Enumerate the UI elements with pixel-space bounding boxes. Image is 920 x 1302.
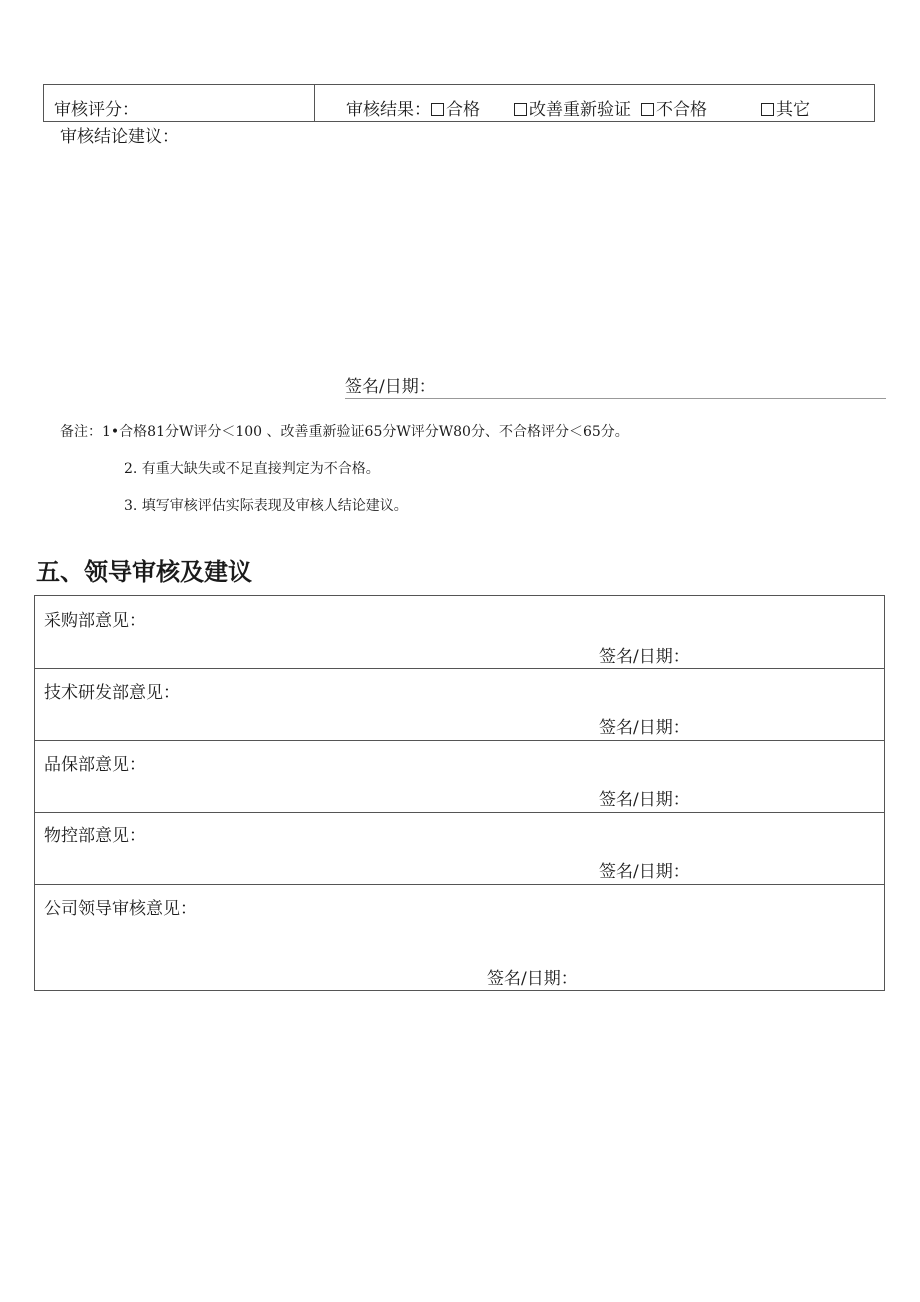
note-line-2: 2. 有重大缺失或不足直接判定为不合格。 [124,461,380,477]
checkbox-icon[interactable] [431,103,444,116]
audit-conclusion-label: 审核结论建议： [60,127,179,147]
opinion-label: 公司领导审核意见： [44,899,197,919]
signature-date-label[interactable]: 签名/日期： [599,862,690,882]
option-pass[interactable]: 合格 [431,99,480,121]
option-other[interactable]: 其它 [761,99,810,121]
option-fail[interactable]: 不合格 [641,99,707,121]
opinion-label: 物控部意见： [44,826,146,846]
opinion-row-qa [35,741,884,813]
checkbox-icon[interactable] [641,103,654,116]
leadership-opinion-table [34,595,885,991]
signature-date-label[interactable]: 签名/日期： [599,790,690,810]
option-reverify[interactable]: 改善重新验证 [514,99,631,121]
opinion-row-rd [35,669,884,741]
opinion-row-material-control [35,813,884,885]
signature-date-label[interactable]: 签名/日期： [487,969,578,989]
audit-score-label: 审核评分： [54,100,139,120]
checkbox-icon[interactable] [761,103,774,116]
auditor-signature-line[interactable] [345,376,886,399]
opinion-row-purchasing [35,596,884,669]
opinion-label: 品保部意见： [44,755,146,775]
signature-date-label[interactable]: 签名/日期： [599,647,690,667]
audit-result-label: 审核结果： [346,100,431,120]
note-line-3: 3. 填写审核评估实际表现及审核人结论建议。 [124,498,408,514]
table-divider [314,85,315,121]
signature-date-label[interactable]: 签名/日期： [599,718,690,738]
opinion-label: 技术研发部意见： [44,683,180,703]
note-line-1: 备注：1•合格81分W评分＜100 、改善重新验证65分W评分W80分、不合格评分＜65分。 [60,424,629,440]
opinion-row-company-leader [35,885,884,990]
section-title: 五、领导审核及建议 [36,558,252,586]
opinion-label: 采购部意见： [44,611,146,631]
audit-result-group [346,99,810,121]
review-result-table [43,84,875,122]
checkbox-icon[interactable] [514,103,527,116]
signature-date-label: 签名/日期： [345,377,436,397]
